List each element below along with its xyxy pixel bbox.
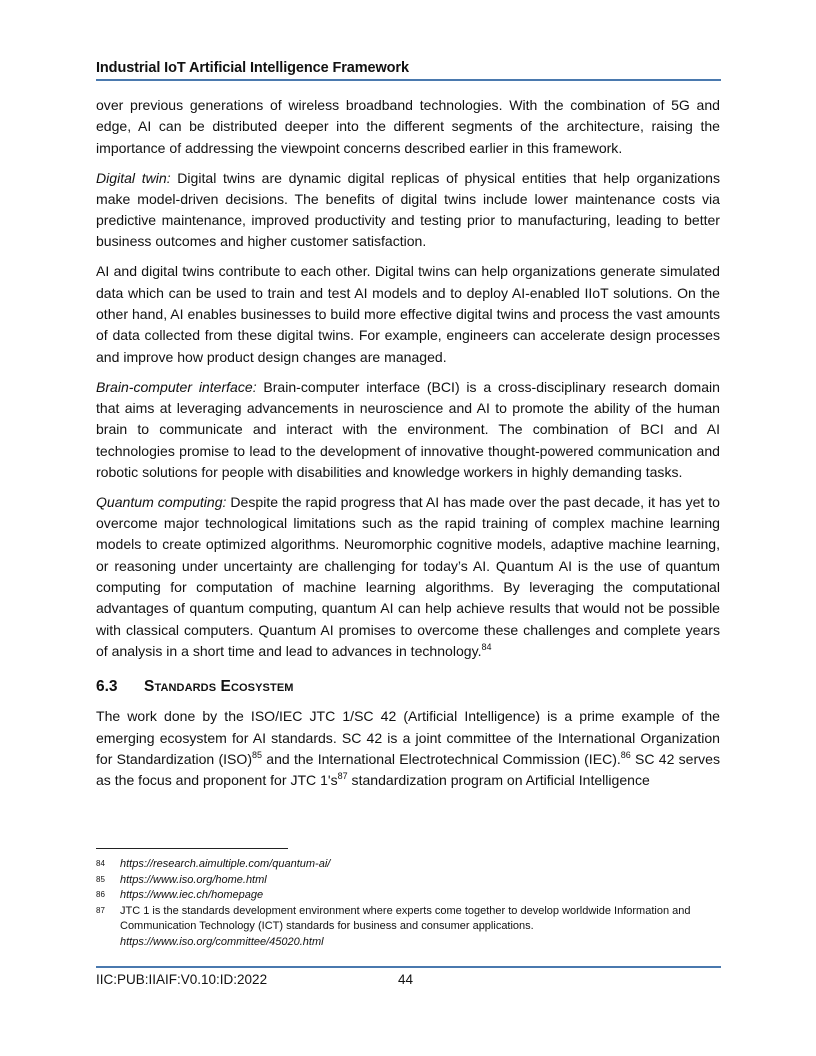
footnote-item xyxy=(96,857,696,873)
paragraph-standards xyxy=(96,706,720,791)
section-title: Standards Ecosystem xyxy=(144,678,294,696)
footnote-item xyxy=(96,888,696,904)
standards-text-a: The work done by the ISO/IEC JTC 1/SC 42 (Artificial Intelligence) is a prime example of the emerging ecosystem for AI standards. SC 42 is a joint committee of the International Organization for Standardization (ISO) xyxy=(96,708,720,768)
header-divider xyxy=(96,79,721,81)
footnote-ref-84[interactable]: 84 xyxy=(481,641,492,652)
footnote-text: JTC 1 is the standards development environment where experts come together to develop worldwide Information and Communication Technology (ICT) standards for business and consumer applications. xyxy=(120,904,691,933)
footnote-number: 84 xyxy=(96,859,105,868)
digital-twin-text: Digital twins are dynamic digital replicas of physical entities that help organizations make model-driven decisions. The benefits of digital twins include lower maintenance costs via predictive maintenance, improved productivity and testing prior to manufacturing, leading to better business outcomes and higher customer satisfaction. xyxy=(96,169,721,250)
footnote-divider xyxy=(96,848,288,849)
section-heading xyxy=(96,676,720,697)
footnote-link[interactable]: https://www.iso.org/home.html xyxy=(120,873,267,886)
paragraph-ai-digital-twins: AI and digital twins contribute to each other. Digital twins can help organizations generate simulated data which can be used to train and test AI models and to deploy AI-enabled IIoT solutions. On the other hand, AI enables businesses to build more effective digital twins and process the vast amounts of data collected from these digital twins. For example, engineers can accelerate design processes and improve how product design changes are managed. xyxy=(96,263,720,365)
quantum-text: Despite the rapid progress that AI has made over the past decade, it has yet to overcome major technological limitations such as the rapid training of complex machine learning models to create optimized algorithms. Neuromorphic cognitive models, adaptive machine learning, or reasoning under uncertainty are challenging for today’s AI. Quantum AI is the use of quantum computing for computation of machine learning algorithms. By leveraging the computational advantages of quantum computing, quantum AI can help achieve results that would not be possible with classical computers. Quantum AI promises to overcome these challenges and complete years of analysis in a short time and lead to advances in technology. xyxy=(96,493,720,659)
footnote-item xyxy=(96,873,696,889)
footnote-ref-86[interactable]: 86 xyxy=(620,750,631,761)
digital-twin-lead: Digital twin: xyxy=(96,169,171,186)
section-number: 6.3 xyxy=(96,678,118,696)
footnote-number: 85 xyxy=(96,874,105,884)
footnote-ref-87[interactable]: 87 xyxy=(337,771,348,782)
standards-text-c: SC 42 serves as the focus and proponent for JTC 1's xyxy=(96,751,721,789)
footnote-link[interactable]: https://research.aimultiple.com/quantum-ai/ xyxy=(120,858,331,870)
standards-text-b: and the International Electrotechnical Commission (IEC). xyxy=(262,751,621,768)
footnote-link[interactable]: https://www.iec.ch/homepage xyxy=(120,889,264,902)
paragraph-5g-edge: over previous generations of wireless broadband technologies. With the combination of 5G and edge, AI can be distributed deeper into the different segments of the architecture, raising the importance of addressing the viewpoint concerns described earlier in this framework. xyxy=(96,97,720,156)
footer-document-id: IIC:PUB:IIAIF:V0.10:ID:2022 xyxy=(96,972,268,987)
footnotes xyxy=(96,857,696,951)
footer-divider xyxy=(96,966,721,968)
paragraph-quantum-computing xyxy=(96,492,720,662)
document-header-title: Industrial IoT Artificial Intelligence Framework xyxy=(96,60,409,76)
bci-text: Brain-computer interface (BCI) is a cross-disciplinary research domain that aims at leveraging advancements in neuroscience and AI to promote the ability of the human brain to communicate and interact with the environment. The combination of BCI and AI technologies promise to lead to the development of innovative thought-powered communication and robotic solutions for people with disabilities and knowledge workers in highly demanding tasks. xyxy=(96,378,720,480)
page-body xyxy=(96,95,720,800)
quantum-lead: Quantum computing: xyxy=(96,493,227,510)
page-number: 44 xyxy=(398,972,414,987)
footnote-number: 87 xyxy=(96,905,105,915)
footnote-ref-85[interactable]: 85 xyxy=(252,750,263,761)
paragraph-bci xyxy=(96,377,720,483)
footnote-number: 86 xyxy=(96,890,105,900)
bci-lead: Brain-computer interface: xyxy=(96,378,257,395)
footnote-item xyxy=(96,904,696,951)
footnote-body xyxy=(120,904,696,951)
paragraph-digital-twin xyxy=(96,168,720,253)
footnote-link[interactable]: https://www.iso.org/committee/45020.html xyxy=(120,935,324,948)
standards-text-d: standardization program on Artificial Intelligence xyxy=(347,772,650,789)
